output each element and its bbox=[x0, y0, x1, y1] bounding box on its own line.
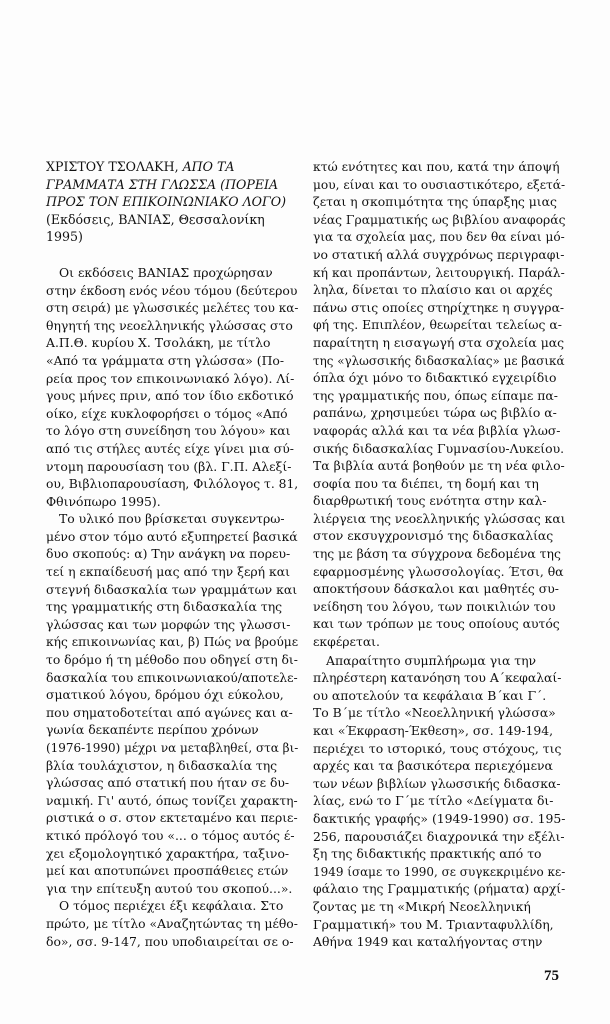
text-line: από τις στήλες αυτές είχε γίνει μια σύ- bbox=[46, 440, 294, 456]
text-line: ληλα, δίνεται το πλαίσιο και οι αρχές bbox=[313, 282, 553, 298]
text-line: Απαραίτητο συμπλήρωμα για την bbox=[326, 652, 537, 668]
text-line: βλία τουλάχιστον, η διδασκαλία της bbox=[46, 757, 278, 773]
text-line: λίας, ενώ το Γ΄με τίτλο «Δείγματα δι- bbox=[313, 793, 554, 809]
text-line: φή της. Επιπλέον, θεωρείται τελείως α- bbox=[313, 317, 562, 333]
text-line: της γραμματικής στη διδασκαλία της bbox=[46, 599, 283, 615]
text-line: Το Β΄με τίτλο «Νεοελληνική γλώσσα» bbox=[313, 705, 556, 721]
text-line: γλώσσας από στατική που ήταν σε δυ- bbox=[46, 775, 290, 791]
text-line: στεγνή διδασκαλία των γραμμάτων και bbox=[46, 581, 298, 597]
text-line: ου αποτελούν τα κεφάλαια Β΄και Γ΄. bbox=[313, 687, 547, 703]
text-line: και «Έκφραση-Έκθεση», σσ. 149-194, bbox=[313, 723, 554, 738]
text-line: και των τρόπων με τους οποίους αυτός bbox=[313, 616, 560, 632]
text-line: σματικού λόγου, δρόμου όχι εύκολου, bbox=[46, 687, 284, 703]
heading-title-start: ΑΠΟ ΤΑ bbox=[182, 159, 235, 174]
text-line: κή και προπάντων, λειτουργική. Παράλ- bbox=[313, 264, 565, 280]
text-line: ζοντας με τη «Μικρή Νεοελληνική bbox=[313, 898, 531, 914]
text-line: ρεία προς τον επικοινωνιακό λόγο). Λί- bbox=[46, 370, 295, 386]
text-line: (1976-1990) μέχρι να μεταβληθεί, στα βι- bbox=[46, 740, 299, 755]
text-line: για την επίτευξη αυτού του σκοπού...». bbox=[46, 880, 293, 896]
text-line: γους μήνες πριν, από τον ίδιο εκδοτικό bbox=[46, 388, 294, 404]
text-line: Τα βιβλία αυτά βοηθούν με τη νέα φιλο- bbox=[313, 458, 565, 474]
page-number: 75 bbox=[544, 968, 559, 984]
text-line: 1949 ίσαμε το 1990, σε συγκεκριμένο κε- bbox=[313, 863, 566, 879]
text-line: δο», σσ. 9-147, που υποδιαιρείται σε ο- bbox=[46, 933, 294, 949]
text-line: περιέχει το ιστορικό, τους στόχους, τις bbox=[313, 740, 562, 756]
text-line: στη σειρά) με γλωσσικές μελέτες του κα- bbox=[46, 300, 299, 316]
heading-line: ΓΡΑΜΜΑΤΑ ΣΤΗ ΓΛΩΣΣΑ (ΠΟΡΕΙΑ bbox=[46, 176, 279, 192]
text-line: Το υλικό που βρίσκεται συγκεντρω- bbox=[59, 511, 285, 527]
text-line: φάλαιο της Γραμματικής (ρήματα) αρχί- bbox=[313, 881, 566, 897]
heading-year: 1995) bbox=[46, 229, 83, 245]
text-line: πρώτο, με τίτλο «Αναζητώντας τη μέθο- bbox=[46, 915, 298, 931]
heading-author: ΧΡΙΣΤΟΥ ΤΣΟΛΑΚΗ, bbox=[46, 159, 183, 174]
text-line: Ο τόμος περιέχει έξι κεφάλαια. Στο bbox=[59, 898, 284, 914]
text-line: στον εκσυγχρονισμό της διδασκαλίας bbox=[313, 528, 554, 544]
text-line: παραίτητη η εισαγωγή στα σχολεία μας bbox=[313, 334, 565, 350]
text-line: ξη της διδακτικής πρακτικής από το bbox=[313, 846, 542, 862]
text-line: της με βάση τα σύγχρονα δεδομένα της bbox=[313, 546, 561, 562]
heading-line: ΠΡΟΣ ΤΟΝ ΕΠΙΚΟΙΝΩΝΙΑΚΟ ΛΟΓΟ) bbox=[46, 194, 286, 210]
text-line: ναφοράς αλλά και τα νέα βιβλία γλωσ- bbox=[313, 422, 561, 438]
text-line: το λόγο στη συνείδηση του λόγου» και bbox=[46, 423, 291, 439]
text-line: ναμική. Γι' αυτό, όπως τονίζει χαρακτη- bbox=[46, 792, 298, 808]
text-line: πάνω στις οποίες στηρίχτηκε η συγγρα- bbox=[313, 299, 565, 315]
text-line: σοφία που τα διέπει, τη δομή και τη bbox=[313, 475, 539, 491]
text-line: ντομη παρουσίαση του (βλ. Γ.Π. Αλεξί- bbox=[46, 458, 292, 474]
text-line: νέας Γραμματικής ως βιβλίου αναφοράς bbox=[313, 211, 566, 227]
review-heading bbox=[46, 158, 298, 246]
text-line: οίκο, είχε κυκλοφορήσει ο τόμος «Από bbox=[46, 405, 288, 421]
text-line: αποκτήσουν δάσκαλοι και μαθητές συ- bbox=[313, 581, 559, 597]
text-line: εκφέρεται. bbox=[313, 634, 380, 650]
text-line: θηγητή της νεοελληνικής γλώσσας στο bbox=[46, 317, 293, 333]
text-line: «Από τα γράμματα στη γλώσσα» (Πο- bbox=[46, 352, 285, 368]
text-line: Γραμματική» του Μ. Τριανταφυλλίδη, bbox=[313, 916, 554, 932]
text-line: τεί η εκπαίδευσή μας από την ξερή και bbox=[46, 564, 291, 580]
text-line: για τα σχολεία μας, που δεν θα είναι μό- bbox=[313, 229, 565, 245]
paragraph-chapters-start bbox=[46, 897, 298, 950]
text-line: Οι εκδόσεις ΒΑΝΙΑΣ προχώρησαν bbox=[59, 264, 273, 280]
text-line: της γραμματικής που, όπως είπαμε πα- bbox=[313, 387, 558, 403]
paragraph-chapters-two-three bbox=[313, 652, 565, 951]
text-line: δασκαλία του επικοινωνιακού/αποτελε- bbox=[46, 669, 298, 685]
text-line: όπλα όχι μόνο το διδακτικό εγχειρίδιο bbox=[313, 370, 557, 386]
paragraph-intro bbox=[46, 264, 298, 510]
text-line: που σηματοδοτείται από αγώνες και α- bbox=[46, 704, 293, 720]
text-line: ραπάνω, χρησιμεύει τώρα ως βιβλίο α- bbox=[313, 405, 557, 421]
text-line: 256, παρουσιάζει διαχρονικά την εξέλι- bbox=[313, 828, 565, 844]
text-line: δυο σκοπούς: α) Την ανάγκη να πορευ- bbox=[46, 546, 291, 562]
text-line: μεί και αποτυπώνει προσπάθειες ετών bbox=[46, 863, 289, 879]
text-line: Φθινόπωρο 1995). bbox=[46, 493, 161, 509]
text-line: εφαρμοσμένης γλωσσολογίας. Έτσι, θα bbox=[313, 563, 564, 579]
text-line: ζεται η σκοπιμότητα της ύπαρξης μιας bbox=[313, 194, 557, 210]
text-line: στην έκδοση ενός νέου τόμου (δεύτερου bbox=[46, 282, 298, 298]
text-line: κτώ ενότητες και που, κατά την άποψή bbox=[313, 159, 560, 174]
text-line: νείδηση του λόγου, των ποικιλιών του bbox=[313, 598, 556, 614]
text-line: μου, είναι και το ουσιαστικότερο, εξετά- bbox=[313, 176, 566, 192]
text-line: λιέργεια της νεοελληνικής γλώσσας και bbox=[313, 510, 566, 526]
text-line: Α.Π.Θ. κυρίου Χ. Τσολάκη, με τίτλο bbox=[46, 335, 271, 351]
spacer bbox=[46, 246, 298, 264]
text-line: της «γλωσσικής διδασκαλίας» με βασικά bbox=[313, 352, 565, 368]
text-line: ου, Βιβλιοπαρουσίαση, Φιλόλογος τ. 81, bbox=[46, 476, 299, 492]
text-line: αρχές και τα βασικότερα περιεχόμενα bbox=[313, 758, 553, 774]
text-line: δακτικής γραφής» (1949-1990) σσ. 195- bbox=[313, 810, 566, 826]
text-line: γλώσσας και των μορφών της γλωσσι- bbox=[46, 616, 291, 632]
paragraph-purposes bbox=[46, 510, 298, 897]
text-line: το δρόμο ή τη μέθοδο που οδηγεί στη δι- bbox=[46, 652, 298, 668]
heading-line bbox=[46, 158, 298, 176]
text-line: νο στατική αλλά συγχρόνως περιγραφι- bbox=[313, 246, 565, 262]
text-line: των νέων βιβλίων γλωσσικής διδασκα- bbox=[313, 775, 561, 791]
paragraph-chapter-one-continued bbox=[313, 158, 565, 651]
text-line: κτικό πρόλογό του «... ο τόμος αυτός έ- bbox=[46, 827, 295, 843]
right-column bbox=[313, 158, 565, 951]
text-line: ριστικά ο σ. στον εκτεταμένο και περιε- bbox=[46, 810, 298, 826]
text-line: διαρθρωτική τους ενότητα στην καλ- bbox=[313, 493, 547, 509]
text-line: μένο στον τόμο αυτό εξυπηρετεί βασικά bbox=[46, 528, 298, 544]
text-line: κής επικοινωνίας και, β) Πώς να βρούμε bbox=[46, 634, 299, 650]
text-line: Αθήνα 1949 και καταλήγοντας στην bbox=[313, 934, 543, 950]
text-line: σικής διδασκαλίας Γυμνασίου-Λυκείου. bbox=[313, 440, 565, 456]
text-line: γωνία δεκαπέντε περίπου χρόνων bbox=[46, 722, 259, 738]
text-line: χει εξομολογητικό χαρακτήρα, ταξινο- bbox=[46, 845, 290, 861]
text-line: πληρέστερη κατανόηση του Α΄κεφαλαί- bbox=[313, 670, 562, 686]
left-column bbox=[46, 158, 298, 950]
heading-publisher: (Εκδόσεις, ΒΑΝΙΑΣ, Θεσσαλονίκη bbox=[46, 211, 265, 227]
